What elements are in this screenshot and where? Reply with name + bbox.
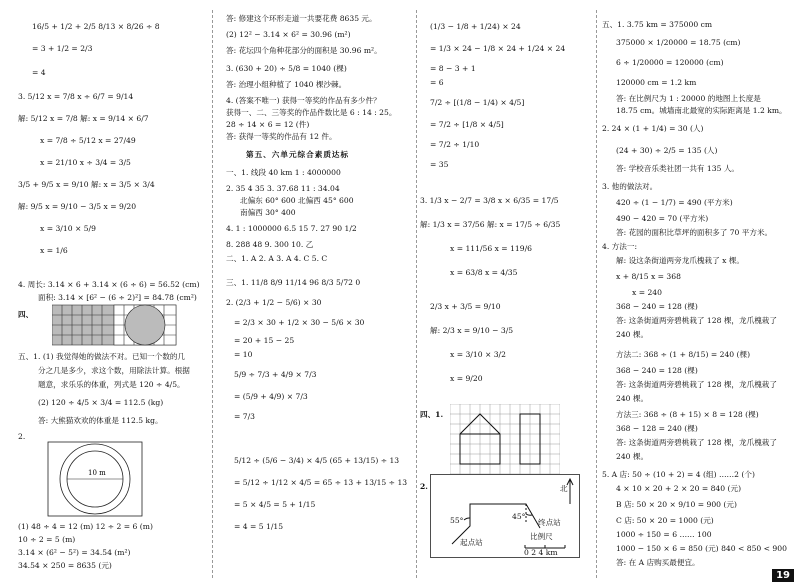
column-divider xyxy=(212,10,213,578)
column-3 xyxy=(420,0,590,588)
text-line: 题意，求乐乐的体重，列式是 120 ÷ 4/5。 xyxy=(38,380,185,389)
text-line: x + 8/15 x = 368 xyxy=(616,272,681,281)
text-line: = 35 xyxy=(430,160,449,169)
text-line: 28 ÷ 14 × 6 = 12 (件) xyxy=(226,120,310,129)
text-line: = 7/2 ÷ [1/8 × 4/5] xyxy=(430,120,504,129)
text-line: 1000 − 150 × 6 = 850 (元) 840 < 850 < 900 xyxy=(616,544,787,553)
column-divider xyxy=(416,10,417,578)
text-line: 5/12 ÷ (5/6 − 3/4) × 4/5 (65 + 13/15) ÷ 13 xyxy=(234,456,400,465)
text-line: 420 ÷ (1 − 1/7) = 490 (平方米) xyxy=(616,198,733,207)
text-line: 答: 花园的面积比草坪的面积多了 70 平方米。 xyxy=(616,228,773,237)
text-line: 解: 设这条街道两旁龙爪槐栽了 x 棵。 xyxy=(616,256,744,265)
text-line: 五、1. 3.75 km = 375000 cm xyxy=(602,20,713,29)
text-line: 答: 这条街道两旁碧桃栽了 128 棵，龙爪槐栽了 xyxy=(616,438,777,447)
text-line: x = 240 xyxy=(632,288,662,297)
svg-text:10 m: 10 m xyxy=(88,469,106,477)
column-4 xyxy=(602,0,798,588)
text-line: 答: 在比例尺为 1 : 20000 的地图上长度是 xyxy=(616,94,761,103)
text-line: 答: 大熊猫欢欢的体重是 112.5 kg。 xyxy=(38,416,163,425)
text-line: 240 棵。 xyxy=(616,394,649,403)
text-line: 答: 花坛四个角种花部分的面积是 30.96 m²。 xyxy=(226,46,382,55)
grid-figure xyxy=(52,304,182,346)
section-label: 四、 xyxy=(18,310,34,319)
text-line: x = 21/10 x ÷ 3/4 = 3/5 xyxy=(40,158,131,167)
text-line: 3. (630 + 20) ÷ 5/8 = 1040 (棵) xyxy=(226,64,347,73)
text-line: 2. xyxy=(18,432,26,441)
text-line: x = 1/6 xyxy=(40,246,68,255)
text-line: 五、1. (1) 我觉得她的做法不对。已知一个数的几 xyxy=(18,352,186,361)
text-line: 34.54 × 250 = 8635 (元) xyxy=(18,561,112,570)
text-line: 方法三: 368 ÷ (8 + 15) × 8 = 128 (棵) xyxy=(616,410,759,419)
text-line: = 7/3 xyxy=(234,412,255,421)
text-line: 2/3 x + 3/5 = 9/10 xyxy=(430,302,501,311)
text-line: 答: 治理小组种植了 1040 棵沙棘。 xyxy=(226,80,347,89)
text-line: = 4 = 5 1/15 xyxy=(234,522,284,531)
text-line: C 店: 50 × 20 = 1000 (元) xyxy=(616,516,714,525)
text-line: = 1/3 × 24 − 1/8 × 24 + 1/24 × 24 xyxy=(430,44,566,53)
text-line: 获得一、二、三等奖的作品件数比是 6 : 14 : 25。 xyxy=(226,108,397,117)
text-line: 面积: 3.14 × [6² − (6 ÷ 2)²] = 84.78 (cm²) xyxy=(38,293,197,302)
text-line: B 店: 50 × 20 × 9/10 = 900 (元) xyxy=(616,500,737,509)
text-line: 答: 获得一等奖的作品有 12 件。 xyxy=(226,132,337,141)
text-line: 3. 5/12 x = 7/8 x ÷ 6/7 = 9/14 xyxy=(18,92,134,101)
text-line: (2) 120 ÷ 4/5 × 3/4 = 112.5 (kg) xyxy=(38,398,164,407)
text-line: 120000 cm = 1.2 km xyxy=(616,78,697,87)
text-line: 4. 方法一: xyxy=(602,242,637,251)
text-line: 6 ÷ 1/20000 = 120000 (cm) xyxy=(616,58,724,67)
text-line: = 5 × 4/5 = 5 + 1/15 xyxy=(234,500,316,509)
text-line: (1/3 − 1/8 + 1/24) × 24 xyxy=(430,22,521,31)
text-line: = 8 − 3 + 1 xyxy=(430,64,476,73)
text-line: 三、1. 11/8 8/9 11/14 96 8/3 5/72 0 xyxy=(226,278,361,287)
text-line: 4. 1 : 1000000 6.5 15 7. 27 90 1/2 xyxy=(226,224,357,233)
text-line: 答: 这条街道两旁碧桃栽了 128 棵，龙爪槐栽了 xyxy=(616,316,777,325)
shaded-circle xyxy=(125,305,165,345)
angle-label: 55° xyxy=(450,516,464,525)
text-line: 368 − 240 = 128 (棵) xyxy=(616,302,698,311)
text-line: = 6 xyxy=(430,78,444,87)
text-line: 答: 学校音乐类社团一共有 135 人。 xyxy=(616,164,740,173)
text-line: 7/2 ÷ [(1/8 − 1/4) × 4/5] xyxy=(430,98,525,107)
text-line: 368 − 128 = 240 (棵) xyxy=(616,424,698,433)
text-line: 答: 在 A 店购买最便宜。 xyxy=(616,558,700,567)
text-line: (2) 12² − 3.14 × 6² = 30.96 (m²) xyxy=(226,30,351,39)
text-line: 5. A 店: 50 ÷ (10 + 2) = 4 (组) ……2 (个) xyxy=(602,470,755,479)
text-line: 1000 ÷ 150 = 6 …… 100 xyxy=(616,530,712,539)
text-line: x = 9/20 xyxy=(450,374,483,383)
text-line: 南偏西 30° 400 xyxy=(240,208,296,217)
text-line: 18.75 cm。城墙南北最宽的实际距离是 1.2 km。 xyxy=(616,106,787,115)
text-line: = 2/3 × 30 + 1/2 × 30 − 5/6 × 30 xyxy=(234,318,365,327)
text-line: 2. 35 4 35 3. 37.68 11 : 34.04 xyxy=(226,184,340,193)
text-line: = (5/9 + 4/9) × 7/3 xyxy=(234,392,308,401)
text-line: 分之几是多少，求这个数，用除法计算。根据 xyxy=(38,366,190,375)
text-line: 490 − 420 = 70 (平方米) xyxy=(616,214,709,223)
text-line: = 5/12 ÷ 1/12 × 4/5 = 65 ÷ 13 + 13/15 ÷ 13 xyxy=(234,478,408,487)
text-line: 答: 修建这个环形走道一共要花费 8635 元。 xyxy=(226,14,377,23)
text-line: 二、1. A 2. A 3. A 4. C 5. C xyxy=(226,254,328,263)
section-label: 四、1. xyxy=(420,410,444,419)
text-line: = 4 xyxy=(32,68,46,77)
text-line: x = 3/10 × 5/9 xyxy=(40,224,96,233)
ring-path-figure xyxy=(40,440,150,518)
text-line: x = 7/8 ÷ 5/12 x = 27/49 xyxy=(40,136,136,145)
column-2 xyxy=(220,0,412,588)
page-number: 19 xyxy=(772,569,794,582)
text-line: 解: 2/3 x = 9/10 − 3/5 xyxy=(430,326,514,335)
text-line: x = 3/10 × 3/2 xyxy=(450,350,506,359)
house-grid-figure xyxy=(450,404,560,474)
text-line: 解: 5/12 x = 7/8 解: x = 9/14 × 6/7 xyxy=(18,114,149,123)
section-title: 第五、六单元综合素质达标 xyxy=(246,150,350,159)
text-line: 一、1. 线段 40 km 1 : 4000000 xyxy=(226,168,341,177)
text-line: = 10 xyxy=(234,350,253,359)
text-line: 3. 他的做法对。 xyxy=(602,182,658,191)
section-label: 2. xyxy=(420,482,428,491)
text-line: 答: 这条街道两旁碧桃栽了 128 棵，龙爪槐栽了 xyxy=(616,380,777,389)
column-divider xyxy=(596,10,597,578)
text-line: = 7/2 ÷ 1/10 xyxy=(430,140,480,149)
start-station-label: 起点站 xyxy=(460,538,483,547)
text-line: 3.14 × (6² − 5²) = 34.54 (m²) xyxy=(18,548,131,557)
text-line: 240 棵。 xyxy=(616,330,649,339)
scale-label: 比例尺 xyxy=(530,532,553,541)
text-line: 3. 1/3 x − 2/7 = 3/8 x × 6/35 = 17/5 xyxy=(420,196,559,205)
text-line: 方法二: 368 ÷ (1 + 8/15) = 240 (棵) xyxy=(616,350,751,359)
text-line: 16/5 + 1/2 + 2/5 8/13 × 8/26 ÷ 8 xyxy=(32,22,160,31)
text-line: x = 63/8 x = 4/35 xyxy=(450,268,518,277)
angle-label: 45° xyxy=(512,512,526,521)
text-line: 10 ÷ 2 = 5 (m) xyxy=(18,535,76,544)
text-line: 240 棵。 xyxy=(616,452,649,461)
text-line: 解: 1/3 x = 37/56 解: x = 17/5 ÷ 6/35 xyxy=(420,220,561,229)
text-line: 2. (2/3 + 1/2 − 5/6) × 30 xyxy=(226,298,322,307)
text-line: 5/9 ÷ 7/3 + 4/9 × 7/3 xyxy=(234,370,317,379)
text-line: 2. 24 × (1 + 1/4) = 30 (人) xyxy=(602,124,704,133)
scale-ticks: 0 2 4 km xyxy=(524,548,558,557)
text-line: = 3 + 1/2 = 2/3 xyxy=(32,44,93,53)
text-line: 北偏东 60° 600 北偏西 45° 600 xyxy=(240,196,354,205)
text-line: 368 − 240 = 128 (棵) xyxy=(616,366,698,375)
text-line: 4. 周长: 3.14 × 6 + 3.14 × (6 ÷ 6) = 56.52 (cm) xyxy=(18,280,200,289)
text-line: 3/5 + 9/5 x = 9/10 解: x = 3/5 × 3/4 xyxy=(18,180,155,189)
text-line: (1) 48 ÷ 4 = 12 (m) 12 ÷ 2 = 6 (m) xyxy=(18,522,153,531)
text-line: (24 + 30) ÷ 2/5 = 135 (人) xyxy=(616,146,718,155)
text-line: 4. (答案不唯一) 获得一等奖的作品有多少件？ xyxy=(226,96,381,105)
text-line: 375000 × 1/20000 = 18.75 (cm) xyxy=(616,38,741,47)
text-line: x = 111/56 x = 119/6 xyxy=(450,244,532,253)
text-line: 解: 9/5 x = 9/10 − 3/5 x = 9/20 xyxy=(18,202,137,211)
text-line: 4 × 10 × 20 + 2 × 20 = 840 (元) xyxy=(616,484,742,493)
text-line: 8. 288 48 9. 300 10. 乙 xyxy=(226,240,314,249)
column-1 xyxy=(10,0,205,588)
north-label: 北 xyxy=(560,484,568,493)
end-station-label: 终点站 xyxy=(538,518,561,527)
text-line: = 20 + 15 − 25 xyxy=(234,336,295,345)
